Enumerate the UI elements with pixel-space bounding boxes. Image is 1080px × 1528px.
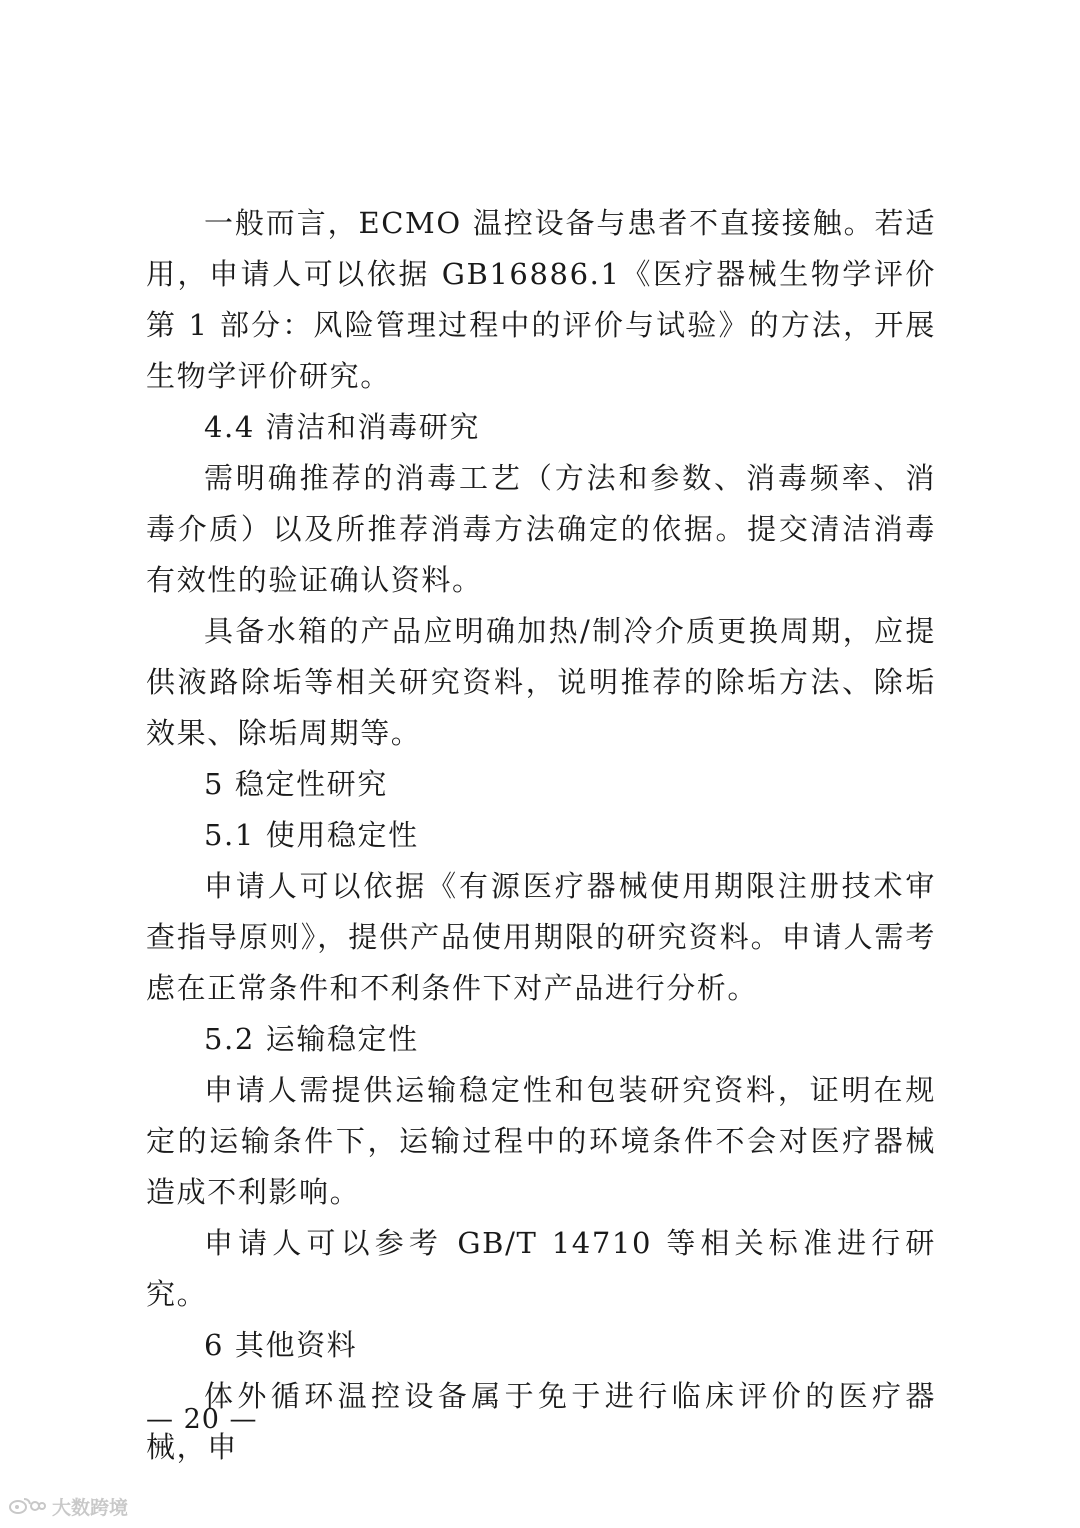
heading-5-1: 5.1 使用稳定性 (204, 818, 419, 852)
weibo-logo-icon (8, 1495, 46, 1517)
body-text (146, 198, 936, 1473)
paragraph-water-tank: 具备水箱的产品应明确加热/制冷介质更换周期，应提供液路除垢等相关研究资料，说明推荐的除垢方法、除垢效果、除垢周期等。 (146, 614, 936, 750)
heading-6: 6 其他资料 (204, 1328, 358, 1362)
paragraph-biocompat: 一般而言，ECMO 温控设备与患者不直接接触。若适用，申请人可以依据 GB16886.1《医疗器械生物学评价第 1 部分：风险管理过程中的评价与试验》的方法，开展生物学评价研究。 (146, 206, 936, 393)
paragraph-service-life: 申请人可以依据《有源医疗器械使用期限注册技术审查指导原则》，提供产品使用期限的研究资料。申请人需考虑在正常条件和不利条件下对产品进行分析。 (146, 869, 936, 1005)
paragraph-transport: 申请人需提供运输稳定性和包装研究资料，证明在规定的运输条件下，运输过程中的环境条件不会对医疗器械造成不利影响。 (146, 1073, 936, 1209)
page-number: — 20 — (146, 1404, 258, 1435)
watermark-text: 大数跨境 (52, 1496, 129, 1519)
heading-5-2: 5.2 运输稳定性 (204, 1022, 419, 1056)
paragraph-clinical: 体外循环温控设备属于免于进行临床评价的医疗器械，申 (146, 1379, 936, 1464)
paragraph-standard-ref: 申请人可以参考 GB/T 14710 等相关标准进行研究。 (146, 1226, 936, 1311)
heading-4-4: 4.4 清洁和消毒研究 (204, 410, 480, 444)
heading-5: 5 稳定性研究 (204, 767, 388, 801)
paragraph-disinfection: 需明确推荐的消毒工艺（方法和参数、消毒频率、消毒介质）以及所推荐消毒方法确定的依据。提交清洁消毒有效性的验证确认资料。 (146, 461, 936, 597)
watermark (8, 1490, 128, 1522)
